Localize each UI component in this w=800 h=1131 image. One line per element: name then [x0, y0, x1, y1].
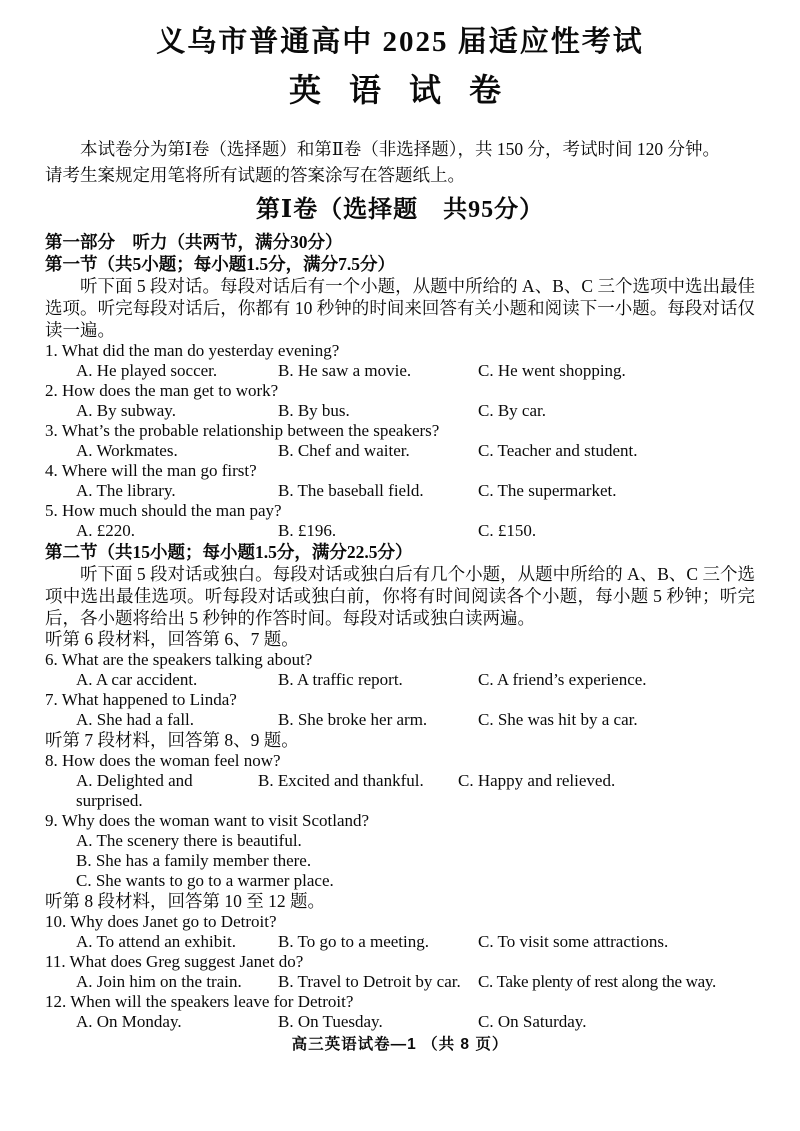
question-1-option-a: A. He played soccer. — [76, 361, 218, 380]
question-2-option-b: B. By bus. — [278, 401, 350, 420]
question-8-text: 8. How does the woman feel now? — [45, 751, 281, 770]
question-5-option-c: C. £150. — [478, 521, 537, 540]
question-8-option-b: B. Excited and thankful. — [258, 771, 424, 790]
question-6-text: 6. What are the speakers talking about? — [45, 650, 313, 669]
question-4-option-b: B. The baseball field. — [278, 481, 424, 500]
question-7 — [45, 690, 755, 730]
exam-notice-line1: 本试卷分为第Ⅰ卷（选择题）和第Ⅱ卷（非选择题），共 150 分，考试时间 120 分钟。 — [80, 139, 721, 159]
question-10 — [45, 912, 755, 952]
section1-instructions: 听下面 5 段对话。每段对话后有一个小题，从题中所给的 A、B、C 三个选项中选出最佳选项。听完每段对话后，你都有 10 秒钟的时间来回答有关小题和阅读下一小题。每段对话仅读一遍。 — [45, 276, 755, 340]
question-8-option-c: C. Happy and relieved. — [458, 771, 616, 790]
question-6 — [45, 650, 755, 690]
question-3 — [45, 421, 755, 461]
question-7-text: 7. What happened to Linda? — [45, 690, 237, 709]
question-12-text: 12. When will the speakers leave for Detroit? — [45, 992, 354, 1011]
question-6-option-b: B. A traffic report. — [278, 670, 403, 689]
section2-instructions: 听下面 5 段对话或独白。每段对话或独白后有几个小题，从题中所给的 A、B、C 三个选项中选出最佳选项。听每段对话或独白前，你将有时间阅读各个小题，每小题 5 秒钟；听完后，各小题将给出 5 秒钟的作答时间。每段对话或独白读两遍。 — [45, 564, 755, 628]
question-10-text: 10. Why does Janet go to Detroit? — [45, 912, 277, 931]
question-1-option-c: C. He went shopping. — [478, 361, 626, 380]
volume1-title: 第Ⅰ卷（选择题 共95分） — [255, 197, 545, 223]
question-2-text: 2. How does the man get to work? — [45, 381, 279, 400]
exam-notice-line2: 请考生案规定用笔将所有试题的答案涂写在答题纸上。 — [45, 165, 465, 185]
question-5-text: 5. How much should the man pay? — [45, 501, 282, 520]
question-4-text: 4. Where will the man go first? — [45, 461, 257, 480]
section2-heading: 第二节（共15小题；每小题1.5分，满分22.5分） — [45, 542, 413, 562]
question-1-option-b: B. He saw a movie. — [278, 361, 412, 380]
question-5 — [45, 501, 755, 541]
question-1-text: 1. What did the man do yesterday evening? — [45, 341, 340, 360]
question-4 — [45, 461, 755, 501]
exam-title: 义乌市普通高中 2025 届适应性考试 — [156, 26, 644, 58]
question-11-option-b: B. Travel to Detroit by car. — [278, 972, 461, 991]
question-9-option-b: B. She has a family member there. — [76, 851, 312, 870]
question-3-option-c: C. Teacher and student. — [478, 441, 638, 460]
question-4-option-a: A. The library. — [76, 481, 176, 500]
section1-heading: 第一节（共5小题；每小题1.5分，满分7.5分） — [45, 254, 395, 274]
material-header-6: 听第 6 段材料，回答第 6、7 题。 — [45, 629, 299, 649]
question-9-text: 9. Why does the woman want to visit Scotland? — [45, 811, 370, 830]
question-6-option-c: C. A friend’s experience. — [478, 670, 647, 689]
question-12-option-c: C. On Saturday. — [478, 1012, 587, 1031]
question-11-text: 11. What does Greg suggest Janet do? — [45, 952, 304, 971]
question-8 — [45, 751, 755, 811]
question-2-option-a: A. By subway. — [76, 401, 176, 420]
question-2-option-c: C. By car. — [478, 401, 546, 420]
question-12 — [45, 992, 755, 1032]
page-footer: 高三英语试卷—1 （共 8 页） — [291, 1036, 509, 1053]
question-4-option-c: C. The supermarket. — [478, 481, 617, 500]
question-11 — [45, 952, 755, 992]
question-1 — [45, 341, 755, 381]
question-7-option-c: C. She was hit by a car. — [478, 710, 638, 729]
exam-subject-title: 英 语 试 卷 — [288, 72, 511, 108]
question-5-option-b: B. £196. — [278, 521, 337, 540]
question-3-option-a: A. Workmates. — [76, 441, 178, 460]
question-12-option-b: B. On Tuesday. — [278, 1012, 383, 1031]
question-3-option-b: B. Chef and waiter. — [278, 441, 410, 460]
question-9-option-c: C. She wants to go to a warmer place. — [76, 871, 334, 890]
material-header-8: 听第 8 段材料，回答第 10 至 12 题。 — [45, 891, 325, 911]
question-10-option-b: B. To go to a meeting. — [278, 932, 430, 951]
question-9-option-a: A. The scenery there is beautiful. — [76, 831, 302, 850]
part1-heading: 第一部分 听力（共两节，满分30分） — [45, 232, 343, 252]
question-9 — [45, 811, 755, 891]
exam-notice — [45, 136, 755, 188]
question-10-option-a: A. To attend an exhibit. — [76, 932, 236, 951]
question-7-option-a: A. She had a fall. — [76, 710, 195, 729]
question-12-option-a: A. On Monday. — [76, 1012, 182, 1031]
question-6-option-a: A. A car accident. — [76, 670, 198, 689]
material-header-7: 听第 7 段材料，回答第 8、9 题。 — [45, 730, 299, 750]
question-11-option-a: A. Join him on the train. — [76, 972, 242, 991]
question-5-option-a: A. £220. — [76, 521, 136, 540]
question-11-option-c: C. Take plenty of rest along the way. — [478, 972, 716, 991]
question-8-option-a: A. Delighted and surprised. — [76, 771, 193, 810]
question-3-text: 3. What’s the probable relationship between the speakers? — [45, 421, 440, 440]
question-2 — [45, 381, 755, 421]
question-10-option-c: C. To visit some attractions. — [478, 932, 669, 951]
question-7-option-b: B. She broke her arm. — [278, 710, 428, 729]
